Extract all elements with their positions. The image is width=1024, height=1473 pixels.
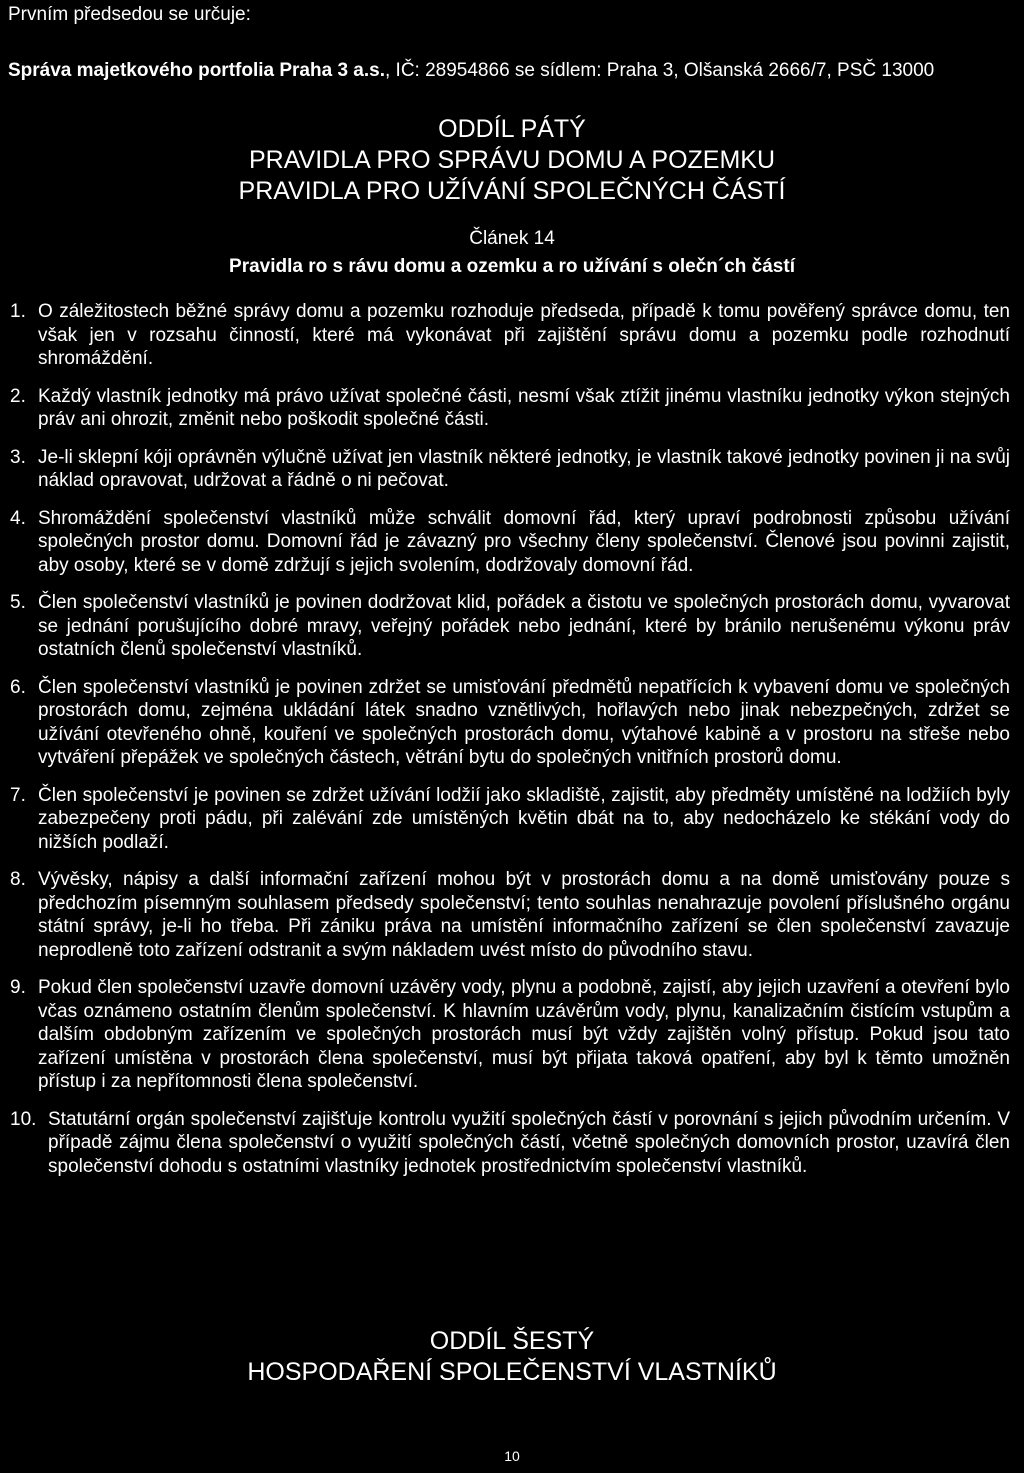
item-number: 7. <box>10 784 26 806</box>
item-text: Je-li sklepní kóji oprávněn výlučně užívat jen vlastník některé jednotky, je vlastník takové jednotky povinen ji na svůj náklad opravovat, udržovat a řádně o ni pečovat. <box>38 446 1010 491</box>
item-number: 10. <box>10 1108 37 1130</box>
item-number: 4. <box>10 507 26 529</box>
section-five-line2: PRAVIDLA PRO UŽÍVÁNÍ SPOLEČNÝCH ČÁSTÍ <box>238 177 786 205</box>
item-number: 5. <box>10 592 26 613</box>
item-text: Pokud člen společenství uzavře domovní uzávěry vody, plynu a podobně, zajistí, aby jejich uzavření a otevření bylo včas oznámeno ostatním členům společenství. K hlavním uzávěrům vody, plynu, kanalizačním čistícím vstupům a dalším obdobným zařízením ve společných prostorách musí být vždy zajištěn volný přístup. Pokud jsou tato zařízení umístěna v prostorách člena společenství, musí být přijata taková opatření, aby byl k těmto umožněn přístup i za nepřítomnosti člena společenství. <box>38 977 1010 1092</box>
section-five-title: ODDÍL PÁTÝ <box>438 115 586 143</box>
section-six-heading <box>0 1326 1024 1388</box>
item-text: O záležitostech běžné správy domu a pozemku rozhoduje předseda, případě k tomu pověřený správce domu, ten však jen v rozsahu činností, které má vykonávat při zajištění správu domu a pozemku podle rozhodnutí shromáždění. <box>38 301 1010 369</box>
item-number: 8. <box>10 869 26 890</box>
article-title: Pravidla ro s rávu domu a ozemku a ro užívání s olečn´ch částí <box>229 256 795 277</box>
item-text: Vývěsky, nápisy a další informační zařízení mohou být v prostorách domu a na domě umisťovány pouze s předchozím písemným souhlasem předsedy společenství; tento souhlas nenahrazuje povolení příslušného orgánu státní správy, je-li ho třeba. Při zániku práva na umístění informačního zařízení se člen společenství zavazuje neprodleně toto zařízení odstranit a svým nákladem uvést místo do původního stavu. <box>38 869 1010 961</box>
item-number: 3. <box>10 446 26 468</box>
item-text: Statutární orgán společenství zajišťuje kontrolu využití společných částí v porovnání s jejich původním určením. V případě zájmu člena společenství o využití společných částí, včetně společných domovních prostor, uzavírá člen společenství dohodu s ostatními vlastníky jednotek prostřednictvím společenství vlastníků. <box>48 1108 1010 1177</box>
list-item <box>10 446 1010 493</box>
article-number: Článek 14 <box>469 228 555 249</box>
list-item <box>10 976 1010 1094</box>
list-item <box>10 676 1010 770</box>
item-number: 2. <box>10 385 26 407</box>
article-items <box>10 300 1010 1192</box>
list-item <box>10 385 1010 432</box>
company-line <box>8 60 934 82</box>
list-item <box>10 1108 1010 1179</box>
section-five-heading <box>0 114 1024 207</box>
item-number: 9. <box>10 977 26 998</box>
item-text: Člen společenství vlastníků je povinen dodržovat klid, pořádek a čistotu ve společných prostorách domu, vyvarovat se jednání porušujícího dobré mravy, veřejný pořádek nebo jednání, které by bránilo nerušenému výkonu práv ostatních členů společenství vlastníků. <box>38 592 1010 660</box>
item-number: 1. <box>10 301 26 322</box>
section-six-title: ODDÍL ŠESTÝ <box>429 1327 595 1355</box>
list-item <box>10 868 1010 962</box>
list-item <box>10 784 1010 855</box>
list-item <box>10 507 1010 578</box>
list-item <box>10 591 1010 662</box>
section-six-line1: HOSPODAŘENÍ SPOLEČENSTVÍ VLASTNÍKŮ <box>247 1358 777 1386</box>
list-item <box>10 300 1010 371</box>
item-text: Člen společenství je povinen se zdržet užívání lodžií jako skladiště, zajistit, aby předměty umístěné na lodžiích byly zabezpečeny proti pádu, při zalévání zde umístěných květin dbát na to, aby nedocházelo ke stékání vody do nižších podlaží. <box>38 784 1010 853</box>
intro-text: Prvním předsedou se určuje: <box>8 4 251 25</box>
company-name: Správa majetkového portfolia Praha 3 a.s. <box>8 60 385 81</box>
section-five-line1: PRAVIDLA PRO SPRÁVU DOMU A POZEMKU <box>248 146 776 174</box>
page-number: 10 <box>504 1448 520 1464</box>
company-details: , IČ: 28954866 se sídlem: Praha 3, Olšanská 2666/7, PSČ 13000 <box>384 60 935 81</box>
item-text: Shromáždění společenství vlastníků může schválit domovní řád, který upraví podrobnosti způsobu užívání společných prostor domu. Domovní řád je závazný pro všechny členy společenství. Členové jsou povinni zajistit, aby osoby, které se v domě zdržují s jejich svolením, dodržovaly domovní řád. <box>38 507 1010 576</box>
item-text: Člen společenství vlastníků je povinen zdržet se umisťování předmětů nepatřících k vybavení domu ve společných prostorách domu, zejména ukládání látek snadno vznětlivých, hořlavých nebo jinak nebezpečných, zdržet se užívání otevřeného ohně, kouření ve společných prostorách domu, výtahové kabině a v prostoru na střeše nebo vytváření přepážek ve společných částech, větrání bytu do společných vnitřních prostorů domu. <box>38 676 1010 768</box>
item-number: 6. <box>10 676 26 698</box>
item-text: Každý vlastník jednotky má právo užívat společné části, nesmí však ztížit jinému vlastníku jednotky výkon stejných práv ani ohrozit, změnit nebo poškodit společné části. <box>38 385 1010 430</box>
